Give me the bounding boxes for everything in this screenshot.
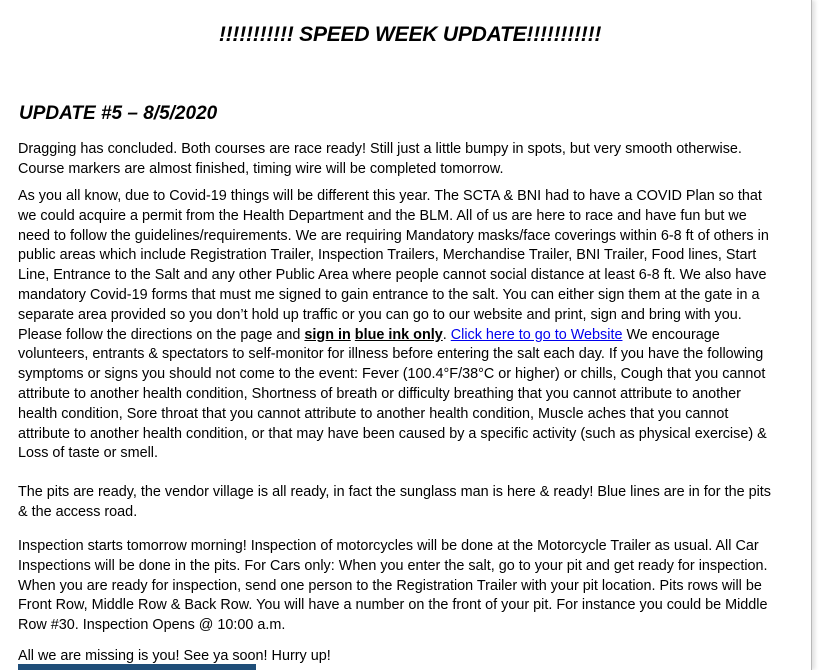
text-line: Row #30. Inspection Opens @ 10:00 a.m. [18, 617, 286, 634]
text-line: attribute to another health condition, Shortness of breath or difficulty breathing that you cannot attribute to another [18, 385, 741, 402]
page-title: !!!!!!!!!!! SPEED WEEK UPDATE!!!!!!!!!!! [218, 23, 602, 46]
text-line-with-link [18, 326, 798, 346]
text-line: Line, Entrance to the Salt and any other Public Area where people cannot social distance at least 6-8 ft. We also have [18, 267, 767, 284]
text-line: symptoms or signs you should not come to the event: Fever (100.4°F/38°C or higher) or chills, Cough that you cannot [18, 366, 766, 383]
text-line: volunteers, entrants & spectators to self-monitor for illness before entering the salt each day. If you have the following [18, 346, 764, 363]
sign-in-emphasis: sign in [304, 326, 351, 343]
text-segment: We encourage [622, 326, 720, 343]
text-line: & the access road. [18, 503, 138, 520]
text-line: As you all know, due to Covid-19 things will be different this year. The SCTA & BNI had to have a COVID Plan so that [18, 188, 762, 204]
text-line: Inspections will be done in the pits. For Cars only: When you enter the salt, go to your pit and get ready for inspection. [18, 557, 768, 574]
text-segment: . [442, 326, 451, 343]
text-line: Inspection starts tomorrow morning! Inspection of motorcycles will be done at the Motorcycle Trailer as usual. All Car [18, 538, 759, 554]
paragraph-covid [18, 187, 798, 464]
bottom-color-bar [18, 664, 256, 670]
text-line: All we are missing is you! See ya soon! Hurry up! [18, 648, 331, 664]
text-line: separate area provided so you don’t hold up traffic or you can go to our website and print, sign and bring with you. [18, 306, 742, 323]
website-link[interactable]: Click here to go to Website [450, 326, 623, 343]
text-line: mandatory Covid-19 forms that must me signed to gain entrance to the salt. You can either sign them at the gate in a [18, 286, 760, 303]
text-line: The pits are ready, the vendor village is all ready, in fact the sunglass man is here & ready! Blue lines are in for the pits [18, 484, 771, 500]
update-heading: UPDATE #5 – 8/5/2020 [19, 103, 218, 124]
text-line: attribute to another health condition, or that may have been caused by a specific activity (such as physical exercise) & [18, 425, 767, 442]
text-line: Front Row, Middle Row & Back Row. You will have a number on the front of your pit. For instance you could be Middle [18, 597, 768, 614]
paragraph-pits [18, 483, 798, 523]
text-line: health condition, Sore throat that you cannot attribute to another health condition, Muscle aches that you cannot [18, 405, 729, 422]
text-line: When you are ready for inspection, send one person to the Registration Trailer with your pit location. Pits rows will be [18, 577, 762, 594]
paragraph-inspection [18, 537, 798, 636]
text-line: public areas which include Registration Trailer, Inspection Trailers, Merchandise Trailer, BNI Trailer, Food lines, Start [18, 247, 757, 264]
text-segment: Please follow the directions on the page and [18, 326, 305, 343]
text-line: we could acquire a permit from the Health Department and the BLM. All of us are here to race and have fun but we [18, 207, 747, 224]
text-line: Course markers are almost finished, timing wire will be completed tomorrow. [18, 160, 504, 177]
paragraph-dragging [18, 140, 798, 180]
blue-ink-emphasis: blue ink only [354, 326, 443, 343]
text-line: Loss of taste or smell. [18, 445, 158, 462]
text-line: Dragging has concluded. Both courses are race ready! Still just a little bumpy in spots, but very smooth otherwise. [18, 141, 742, 157]
text-line: need to follow the guidelines/requirements. We are requiring Mandatory masks/face coverings within 6-8 ft of others in [18, 227, 769, 244]
